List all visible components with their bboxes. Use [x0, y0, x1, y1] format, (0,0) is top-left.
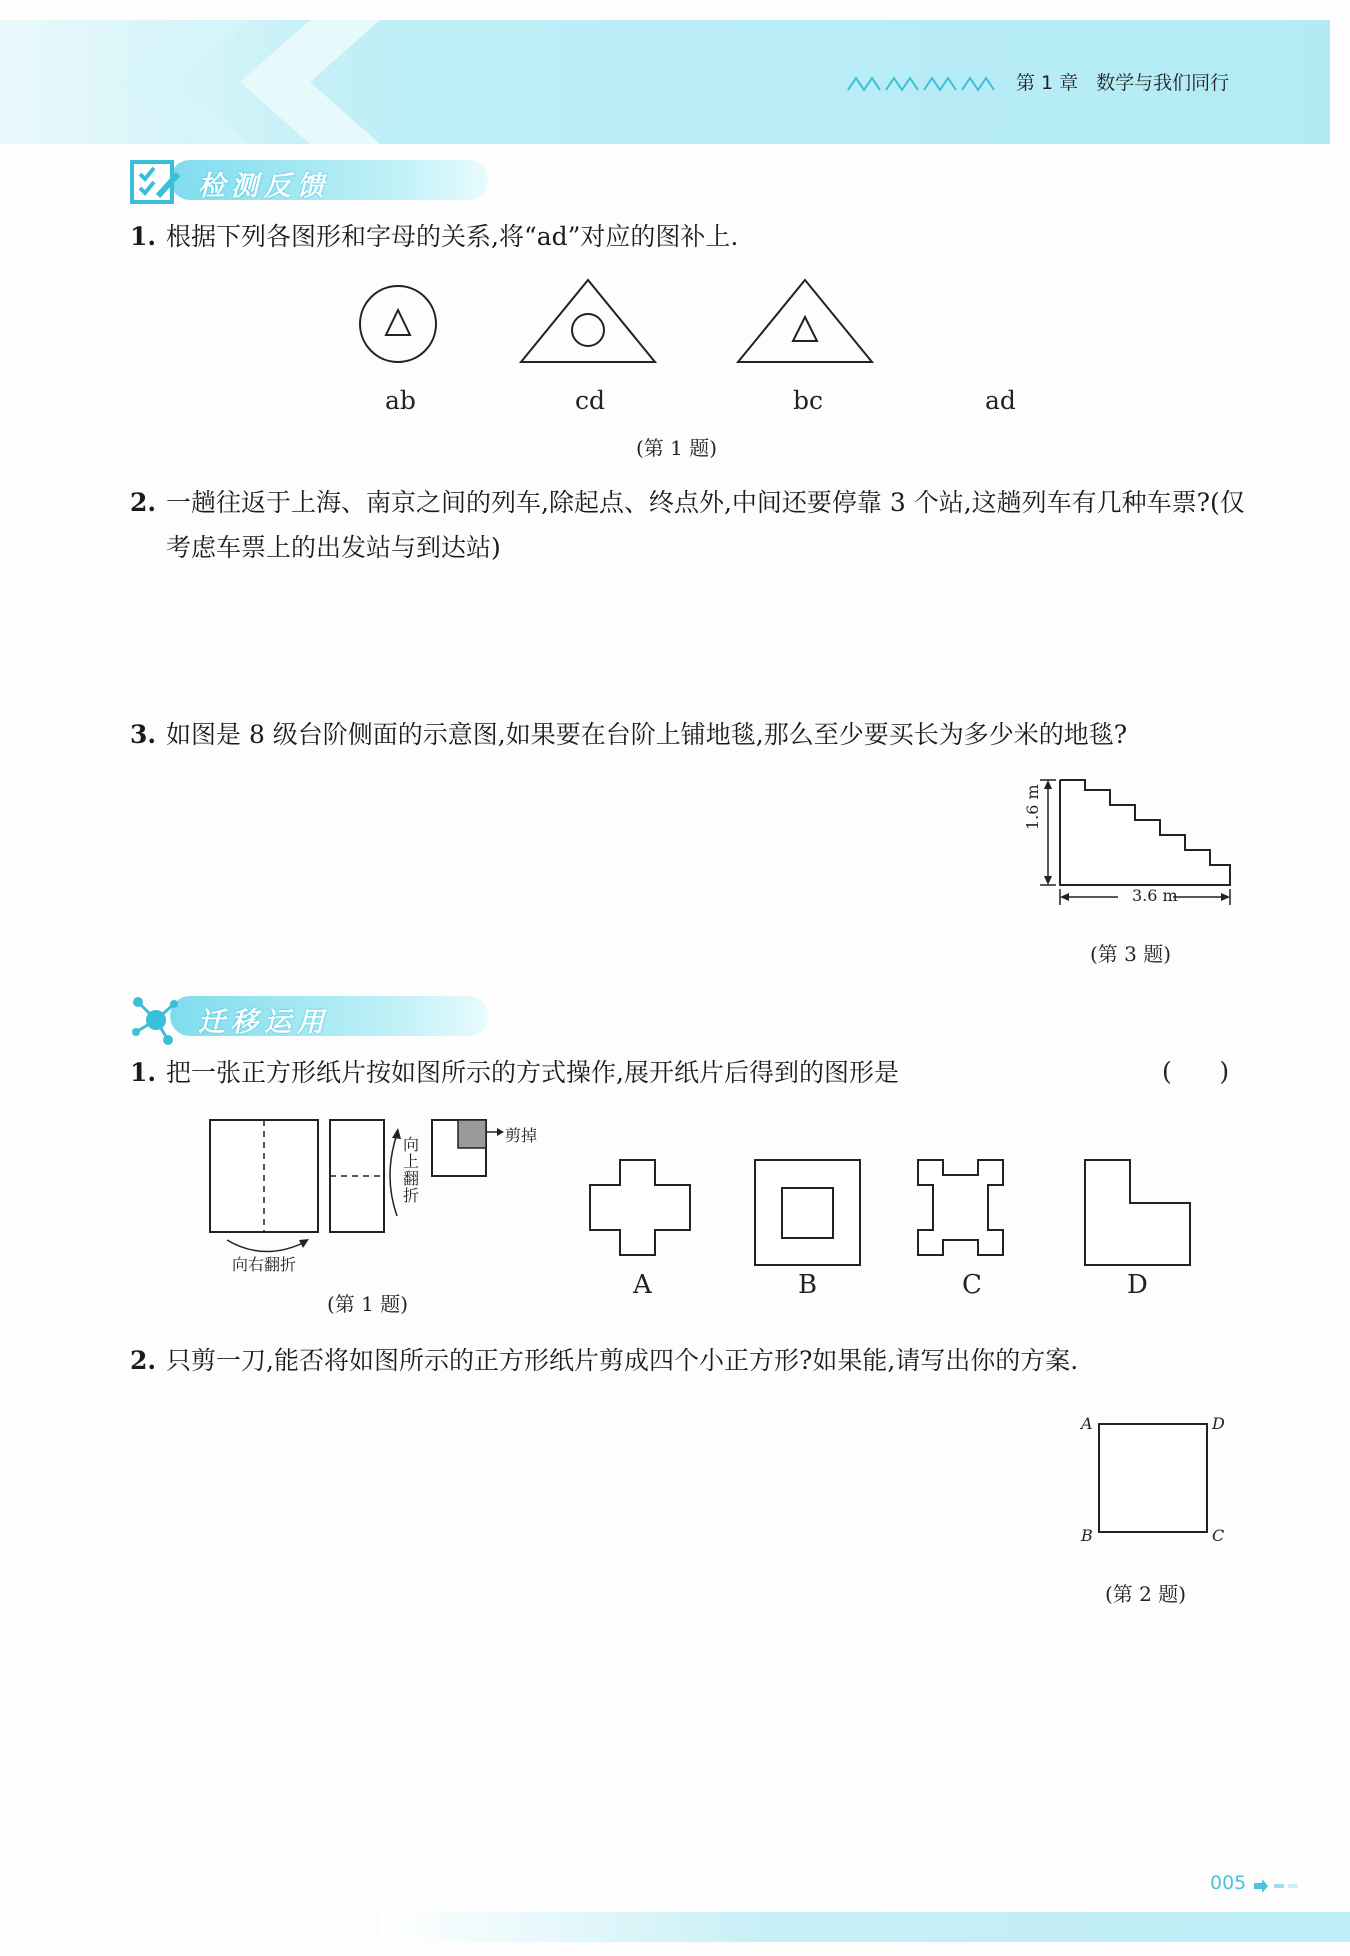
molecule-icon	[128, 992, 188, 1048]
triangle-with-triangle	[738, 280, 872, 362]
option-d-shape	[1085, 1160, 1190, 1265]
option-label-b: B	[798, 1270, 818, 1300]
answer-bracket[interactable]: ( )	[1162, 1057, 1230, 1086]
vertex-d: D	[1212, 1414, 1225, 1433]
footer-band	[380, 1912, 1350, 1942]
question-number: 1.	[130, 1058, 157, 1087]
figure-label-bc: bc	[793, 386, 824, 415]
figure-caption: (第 1 题)	[327, 1292, 409, 1316]
chapter-title: 数学与我们同行	[1096, 72, 1230, 94]
page-number: 005	[1210, 1872, 1247, 1894]
section-title-label: 迁移运用	[198, 1007, 330, 1038]
figure-caption: (第 3 题)	[1090, 942, 1172, 966]
triangle-pattern-icon	[848, 72, 998, 92]
vertex-b: B	[1081, 1526, 1093, 1545]
shape-figures	[350, 278, 890, 378]
fold-right-label: 向右翻折	[232, 1255, 297, 1274]
option-c-shape	[918, 1160, 1003, 1255]
circle-with-triangle	[360, 286, 436, 362]
question-number: 1.	[130, 222, 157, 251]
cut-label: 剪掉	[505, 1126, 538, 1145]
square-abcd	[1097, 1422, 1209, 1534]
option-b-shape	[755, 1160, 860, 1265]
question-number: 2.	[130, 488, 157, 517]
section-title-transfer	[128, 992, 508, 1036]
fold-up-label: 向上翻折	[403, 1135, 420, 1205]
section-title-check	[128, 156, 508, 200]
option-label-d: D	[1127, 1270, 1148, 1300]
question-s1-3	[130, 712, 1250, 757]
height-label: 1.6 m	[1023, 784, 1042, 830]
question-text: 把一张正方形纸片按如图所示的方式操作,展开纸片后得到的图形是	[166, 1058, 899, 1087]
arrow-right-icon	[1254, 1879, 1304, 1893]
figure-label-ad: ad	[985, 386, 1016, 415]
question-text: 如图是 8 级台阶侧面的示意图,如果要在台阶上铺地毯,那么至少要买长为多少米的地毯?	[166, 720, 1128, 749]
option-label-a: A	[633, 1270, 652, 1300]
question-s1-2	[130, 480, 1250, 570]
chapter-heading	[1016, 68, 1229, 95]
figure-label-ab: ab	[385, 386, 416, 415]
section-title-label: 检测反馈	[198, 171, 330, 202]
option-label-c: C	[962, 1270, 982, 1300]
question-number: 2.	[130, 1346, 157, 1375]
question-text: 只剪一刀,能否将如图所示的正方形纸片剪成四个小正方形?如果能,请写出你的方案.	[166, 1346, 1079, 1375]
question-text: 根据下列各图形和字母的关系,将“ad”对应的图补上.	[166, 222, 739, 251]
question-s2-1	[130, 1050, 1250, 1095]
vertex-a: A	[1081, 1414, 1093, 1433]
figure-caption: (第 1 题)	[636, 436, 718, 460]
figure-caption: (第 2 题)	[1105, 1582, 1187, 1606]
option-a-shape	[590, 1160, 690, 1255]
figure-label-cd: cd	[575, 386, 606, 415]
answer-options-figures	[585, 1155, 1205, 1270]
triangle-with-circle	[521, 280, 655, 362]
question-s2-2	[130, 1338, 1250, 1383]
checklist-pen-icon	[128, 156, 184, 208]
chapter-number: 第 1 章	[1016, 72, 1079, 94]
vertex-c: C	[1212, 1526, 1225, 1545]
question-text: 一趟往返于上海、南京之间的列车,除起点、终点外,中间还要停靠 3 个站,这趟列车有几种车票?(仅考虑车票上的出发站与到达站)	[166, 488, 1245, 562]
chevron-decoration-icon	[120, 20, 440, 144]
question-s1-1	[130, 214, 1250, 259]
question-number: 3.	[130, 720, 157, 749]
width-label: 3.6 m	[1132, 886, 1178, 905]
